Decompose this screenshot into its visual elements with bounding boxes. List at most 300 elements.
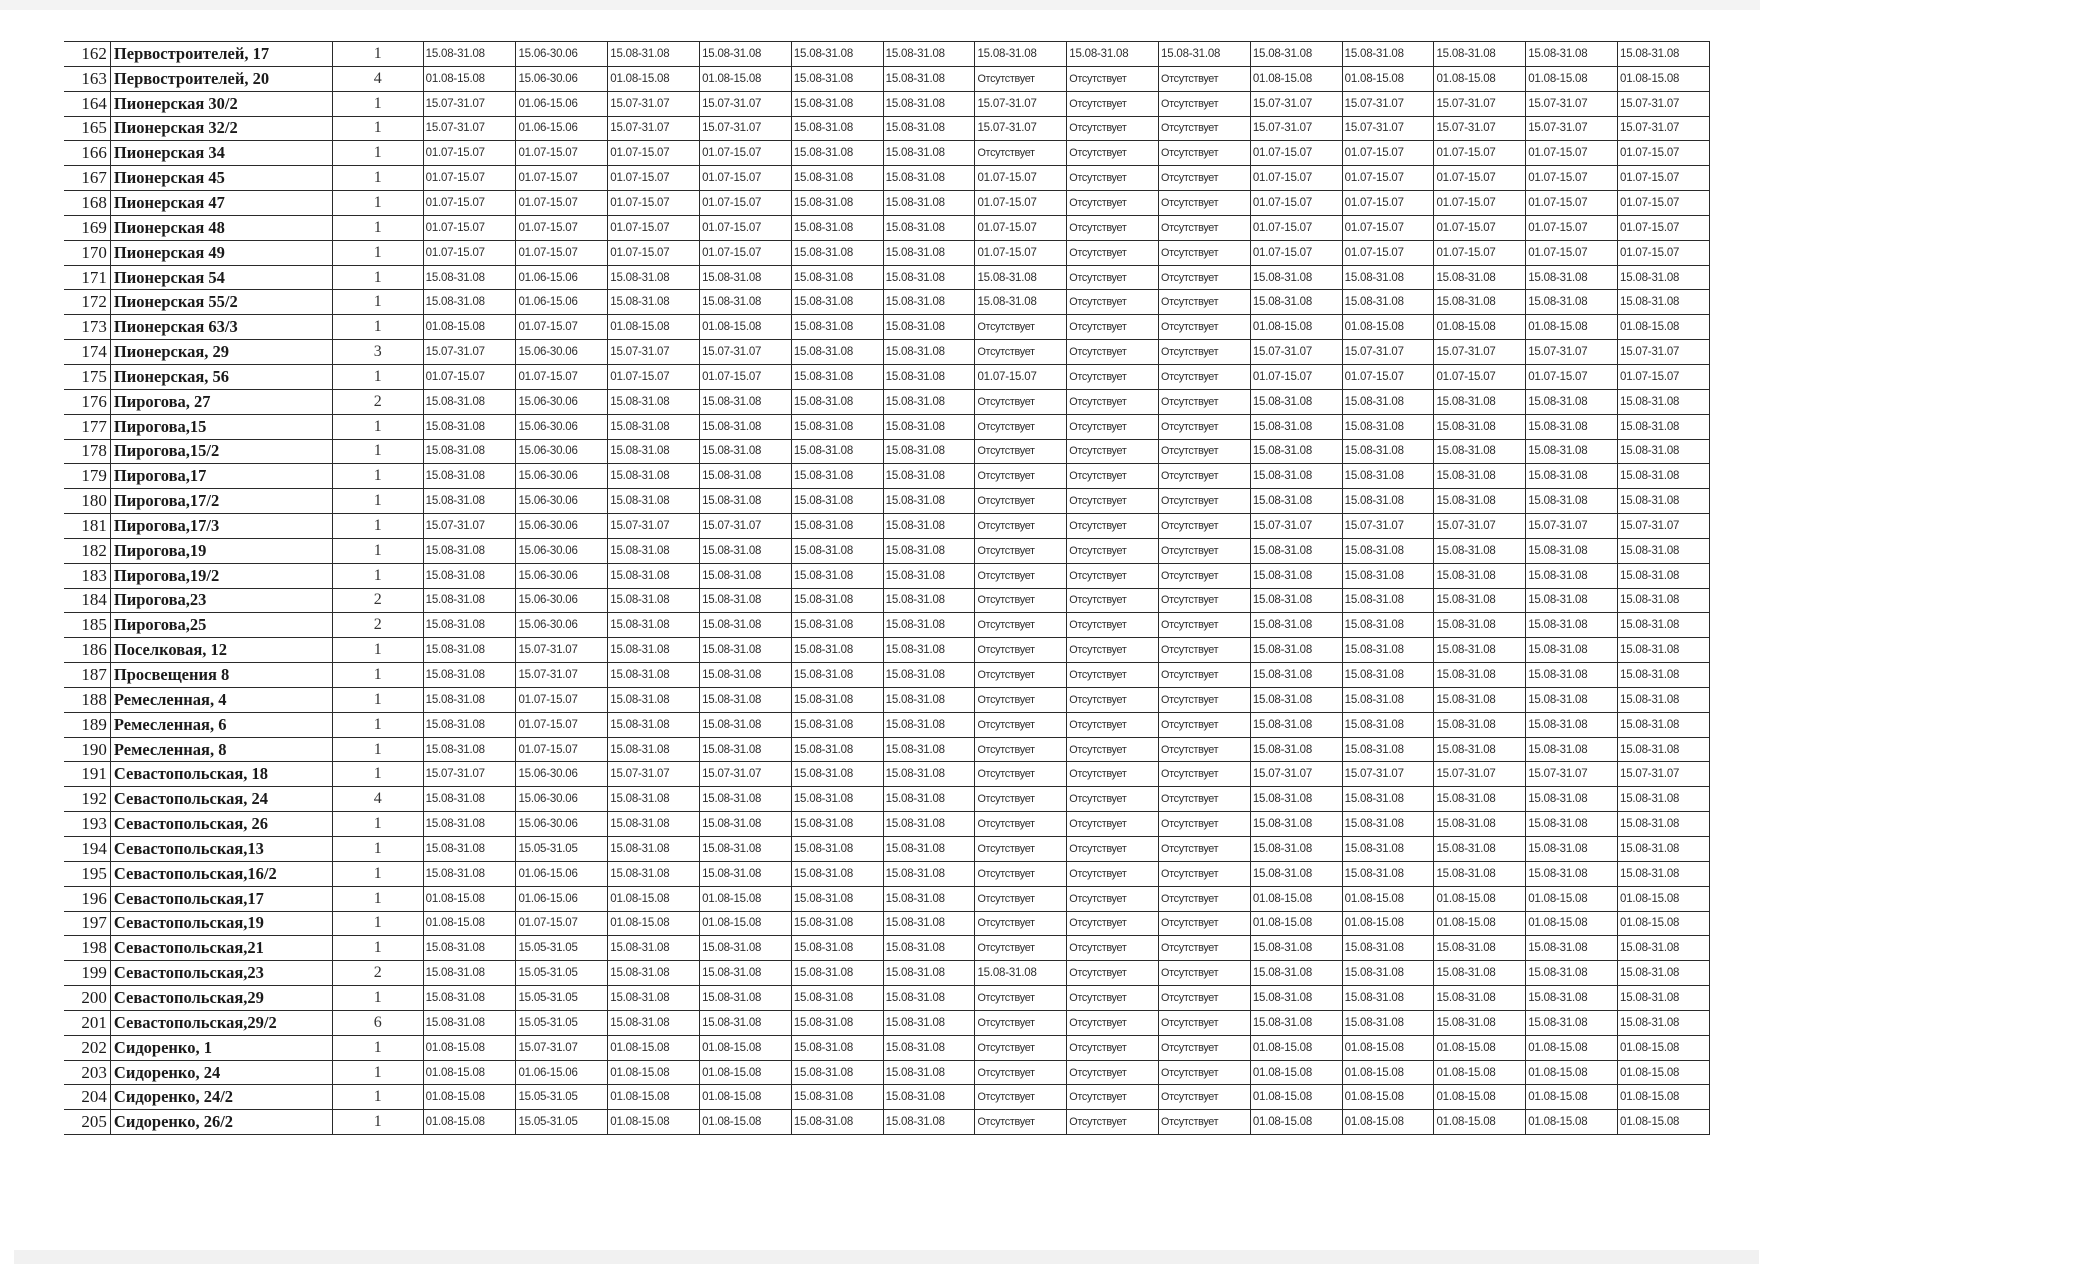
period-cell: 15.08-31.08 bbox=[791, 514, 883, 539]
period-cell: 01.08-15.08 bbox=[608, 1035, 700, 1060]
period-cell: Отсутствует bbox=[975, 315, 1067, 340]
row-number: 179 bbox=[64, 464, 110, 489]
period-cell: 15.08-31.08 bbox=[1250, 464, 1342, 489]
period-cell: 15.08-31.08 bbox=[608, 588, 700, 613]
period-cell: 01.07-15.07 bbox=[1342, 215, 1434, 240]
period-cell: 15.08-31.08 bbox=[883, 588, 975, 613]
quantity-cell: 1 bbox=[332, 215, 423, 240]
quantity-cell: 1 bbox=[332, 861, 423, 886]
row-number: 201 bbox=[64, 1010, 110, 1035]
row-number: 187 bbox=[64, 663, 110, 688]
period-cell: 15.08-31.08 bbox=[1067, 42, 1159, 67]
period-cell: 15.08-31.08 bbox=[883, 66, 975, 91]
period-cell: 15.08-31.08 bbox=[791, 961, 883, 986]
row-number: 197 bbox=[64, 911, 110, 936]
period-cell: 15.07-31.07 bbox=[1618, 340, 1710, 365]
period-cell: 15.08-31.08 bbox=[883, 812, 975, 837]
period-cell: 15.08-31.08 bbox=[791, 191, 883, 216]
period-cell: 15.08-31.08 bbox=[791, 1110, 883, 1135]
period-cell: 15.07-31.07 bbox=[1526, 340, 1618, 365]
period-cell: Отсутствует bbox=[1159, 91, 1251, 116]
row-number: 178 bbox=[64, 439, 110, 464]
period-cell: 15.08-31.08 bbox=[1250, 489, 1342, 514]
period-cell: 15.08-31.08 bbox=[1342, 837, 1434, 862]
row-number: 186 bbox=[64, 638, 110, 663]
period-cell: Отсутствует bbox=[975, 1010, 1067, 1035]
address-cell: Пирогова,23 bbox=[110, 588, 332, 613]
address-cell: Севастопольская,29/2 bbox=[110, 1010, 332, 1035]
period-cell: 15.07-31.07 bbox=[516, 638, 608, 663]
period-cell: 15.08-31.08 bbox=[1342, 389, 1434, 414]
period-cell: 01.08-15.08 bbox=[1342, 1060, 1434, 1085]
period-cell: 01.07-15.07 bbox=[423, 215, 516, 240]
period-cell: 01.07-15.07 bbox=[516, 315, 608, 340]
period-cell: 15.08-31.08 bbox=[883, 116, 975, 141]
period-cell: 15.08-31.08 bbox=[1342, 861, 1434, 886]
period-cell: 15.08-31.08 bbox=[423, 861, 516, 886]
period-cell: 15.08-31.08 bbox=[423, 414, 516, 439]
period-cell: 15.08-31.08 bbox=[883, 861, 975, 886]
period-cell: 15.08-31.08 bbox=[423, 986, 516, 1011]
period-cell: Отсутствует bbox=[1159, 1085, 1251, 1110]
period-cell: 15.08-31.08 bbox=[1434, 663, 1526, 688]
period-cell: 15.08-31.08 bbox=[608, 538, 700, 563]
period-cell: 15.08-31.08 bbox=[1250, 414, 1342, 439]
period-cell: Отсутствует bbox=[1067, 1110, 1159, 1135]
period-cell: 15.06-30.06 bbox=[516, 588, 608, 613]
period-cell: 15.08-31.08 bbox=[883, 1010, 975, 1035]
period-cell: Отсутствует bbox=[975, 787, 1067, 812]
period-cell: 15.07-31.07 bbox=[975, 116, 1067, 141]
period-cell: 01.08-15.08 bbox=[1434, 1035, 1526, 1060]
period-cell: 15.08-31.08 bbox=[791, 787, 883, 812]
address-cell: Севастопольская,13 bbox=[110, 837, 332, 862]
period-cell: Отсутствует bbox=[975, 886, 1067, 911]
address-cell: Пионерская 32/2 bbox=[110, 116, 332, 141]
period-cell: 15.08-31.08 bbox=[883, 1110, 975, 1135]
row-number: 195 bbox=[64, 861, 110, 886]
period-cell: 15.08-31.08 bbox=[883, 514, 975, 539]
period-cell: Отсутствует bbox=[1159, 464, 1251, 489]
address-cell: Пирогова, 27 bbox=[110, 389, 332, 414]
period-cell: 15.08-31.08 bbox=[423, 563, 516, 588]
period-cell: 01.08-15.08 bbox=[1342, 1085, 1434, 1110]
period-cell: 15.08-31.08 bbox=[1526, 1010, 1618, 1035]
period-cell: 15.08-31.08 bbox=[883, 414, 975, 439]
period-cell: 01.08-15.08 bbox=[608, 1085, 700, 1110]
quantity-cell: 1 bbox=[332, 1110, 423, 1135]
period-cell: 15.08-31.08 bbox=[1250, 861, 1342, 886]
period-cell: 01.07-15.07 bbox=[975, 191, 1067, 216]
row-number: 182 bbox=[64, 538, 110, 563]
period-cell: 01.08-15.08 bbox=[1618, 886, 1710, 911]
period-cell: 01.06-15.06 bbox=[516, 265, 608, 290]
period-cell: 15.07-31.07 bbox=[1618, 514, 1710, 539]
period-cell: 01.06-15.06 bbox=[516, 116, 608, 141]
row-number: 169 bbox=[64, 215, 110, 240]
period-cell: Отсутствует bbox=[975, 986, 1067, 1011]
period-cell: 15.08-31.08 bbox=[1250, 563, 1342, 588]
period-cell: 01.08-15.08 bbox=[1434, 1060, 1526, 1085]
address-cell: Пионерская 55/2 bbox=[110, 290, 332, 315]
period-cell: 15.08-31.08 bbox=[1250, 986, 1342, 1011]
row-number: 185 bbox=[64, 613, 110, 638]
quantity-cell: 1 bbox=[332, 315, 423, 340]
period-cell: 15.07-31.07 bbox=[1250, 514, 1342, 539]
period-cell: 15.08-31.08 bbox=[883, 837, 975, 862]
period-cell: 15.08-31.08 bbox=[883, 886, 975, 911]
period-cell: 15.08-31.08 bbox=[791, 265, 883, 290]
period-cell: 01.07-15.07 bbox=[608, 364, 700, 389]
period-cell: 15.07-31.07 bbox=[700, 340, 792, 365]
quantity-cell: 1 bbox=[332, 986, 423, 1011]
period-cell: 15.08-31.08 bbox=[791, 215, 883, 240]
period-cell: Отсутствует bbox=[1067, 837, 1159, 862]
table-row bbox=[64, 911, 1710, 936]
period-cell: 15.08-31.08 bbox=[883, 687, 975, 712]
period-cell: 15.07-31.07 bbox=[1526, 514, 1618, 539]
period-cell: Отсутствует bbox=[1067, 91, 1159, 116]
period-cell: 15.08-31.08 bbox=[791, 1085, 883, 1110]
table-row bbox=[64, 1110, 1710, 1135]
address-cell: Ремесленная, 6 bbox=[110, 712, 332, 737]
period-cell: 01.07-15.07 bbox=[700, 240, 792, 265]
period-cell: 15.06-30.06 bbox=[516, 538, 608, 563]
period-cell: 01.08-15.08 bbox=[423, 911, 516, 936]
period-cell: 15.08-31.08 bbox=[1434, 563, 1526, 588]
period-cell: 15.07-31.07 bbox=[1434, 762, 1526, 787]
period-cell: Отсутствует bbox=[1067, 364, 1159, 389]
period-cell: 15.08-31.08 bbox=[608, 936, 700, 961]
period-cell: Отсутствует bbox=[1067, 687, 1159, 712]
period-cell: 15.08-31.08 bbox=[883, 1085, 975, 1110]
period-cell: 01.08-15.08 bbox=[423, 1085, 516, 1110]
table-row bbox=[64, 986, 1710, 1011]
period-cell: 15.08-31.08 bbox=[1618, 290, 1710, 315]
period-cell: 15.08-31.08 bbox=[883, 737, 975, 762]
period-cell: 15.08-31.08 bbox=[700, 812, 792, 837]
period-cell: 15.08-31.08 bbox=[883, 42, 975, 67]
period-cell: Отсутствует bbox=[975, 837, 1067, 862]
period-cell: 01.08-15.08 bbox=[608, 1060, 700, 1085]
schedule-rows bbox=[64, 42, 1710, 1135]
period-cell: 15.08-31.08 bbox=[1618, 787, 1710, 812]
period-cell: 15.08-31.08 bbox=[1618, 588, 1710, 613]
period-cell: 15.08-31.08 bbox=[700, 439, 792, 464]
period-cell: 15.08-31.08 bbox=[883, 986, 975, 1011]
period-cell: 15.08-31.08 bbox=[883, 215, 975, 240]
period-cell: 15.08-31.08 bbox=[1526, 588, 1618, 613]
period-cell: Отсутствует bbox=[1159, 265, 1251, 290]
period-cell: 15.08-31.08 bbox=[423, 936, 516, 961]
period-cell: 01.07-15.07 bbox=[1434, 364, 1526, 389]
period-cell: Отсутствует bbox=[1159, 514, 1251, 539]
period-cell: Отсутствует bbox=[975, 340, 1067, 365]
period-cell: 15.06-30.06 bbox=[516, 489, 608, 514]
period-cell: 15.07-31.07 bbox=[608, 762, 700, 787]
period-cell: Отсутствует bbox=[975, 613, 1067, 638]
period-cell: 15.08-31.08 bbox=[700, 538, 792, 563]
period-cell: 01.07-15.07 bbox=[516, 240, 608, 265]
period-cell: 01.07-15.07 bbox=[1250, 364, 1342, 389]
period-cell: 15.08-31.08 bbox=[1434, 538, 1526, 563]
period-cell: 15.08-31.08 bbox=[1342, 712, 1434, 737]
period-cell: 01.08-15.08 bbox=[1250, 1060, 1342, 1085]
quantity-cell: 2 bbox=[332, 961, 423, 986]
period-cell: 15.08-31.08 bbox=[883, 538, 975, 563]
period-cell: Отсутствует bbox=[1067, 638, 1159, 663]
table-row bbox=[64, 141, 1710, 166]
period-cell: 15.08-31.08 bbox=[1526, 986, 1618, 1011]
period-cell: 01.06-15.06 bbox=[516, 886, 608, 911]
period-cell: 15.08-31.08 bbox=[1250, 812, 1342, 837]
period-cell: 15.06-30.06 bbox=[516, 812, 608, 837]
period-cell: 01.06-15.06 bbox=[516, 91, 608, 116]
schedule-table bbox=[64, 41, 1710, 1135]
period-cell: 01.07-15.07 bbox=[700, 166, 792, 191]
period-cell: Отсутствует bbox=[1067, 439, 1159, 464]
period-cell: 15.08-31.08 bbox=[1434, 986, 1526, 1011]
period-cell: 15.08-31.08 bbox=[1526, 538, 1618, 563]
period-cell: 15.08-31.08 bbox=[1434, 265, 1526, 290]
period-cell: 15.06-30.06 bbox=[516, 613, 608, 638]
address-cell: Севастопольская,17 bbox=[110, 886, 332, 911]
row-number: 168 bbox=[64, 191, 110, 216]
period-cell: 15.08-31.08 bbox=[700, 1010, 792, 1035]
period-cell: 01.07-15.07 bbox=[516, 911, 608, 936]
period-cell: 15.08-31.08 bbox=[700, 638, 792, 663]
period-cell: 15.08-31.08 bbox=[608, 837, 700, 862]
period-cell: 15.08-31.08 bbox=[423, 1010, 516, 1035]
row-number: 181 bbox=[64, 514, 110, 539]
period-cell: 15.08-31.08 bbox=[608, 439, 700, 464]
address-cell: Пионерская 48 bbox=[110, 215, 332, 240]
period-cell: 01.07-15.07 bbox=[608, 240, 700, 265]
period-cell: Отсутствует bbox=[1067, 613, 1159, 638]
period-cell: 15.08-31.08 bbox=[423, 712, 516, 737]
period-cell: 01.08-15.08 bbox=[700, 886, 792, 911]
period-cell: 15.08-31.08 bbox=[700, 588, 792, 613]
period-cell: 01.08-15.08 bbox=[1526, 1060, 1618, 1085]
table-row bbox=[64, 613, 1710, 638]
quantity-cell: 2 bbox=[332, 389, 423, 414]
address-cell: Пионерская 47 bbox=[110, 191, 332, 216]
period-cell: Отсутствует bbox=[1159, 986, 1251, 1011]
period-cell: 15.08-31.08 bbox=[1526, 290, 1618, 315]
address-cell: Просвещения 8 bbox=[110, 663, 332, 688]
period-cell: 15.07-31.07 bbox=[975, 91, 1067, 116]
period-cell: Отсутствует bbox=[1159, 762, 1251, 787]
period-cell: 15.08-31.08 bbox=[423, 538, 516, 563]
period-cell: 15.08-31.08 bbox=[1434, 787, 1526, 812]
period-cell: 01.08-15.08 bbox=[1250, 315, 1342, 340]
period-cell: 15.08-31.08 bbox=[423, 638, 516, 663]
period-cell: 01.07-15.07 bbox=[1434, 141, 1526, 166]
period-cell: Отсутствует bbox=[1067, 1010, 1159, 1035]
period-cell: 15.06-30.06 bbox=[516, 439, 608, 464]
period-cell: Отсутствует bbox=[975, 737, 1067, 762]
period-cell: 15.08-31.08 bbox=[791, 166, 883, 191]
period-cell: 15.05-31.05 bbox=[516, 1085, 608, 1110]
period-cell: 15.08-31.08 bbox=[608, 489, 700, 514]
period-cell: 01.07-15.07 bbox=[975, 215, 1067, 240]
period-cell: Отсутствует bbox=[1067, 787, 1159, 812]
period-cell: 01.08-15.08 bbox=[423, 66, 516, 91]
period-cell: 15.08-31.08 bbox=[883, 340, 975, 365]
address-cell: Ремесленная, 4 bbox=[110, 687, 332, 712]
period-cell: 15.08-31.08 bbox=[1618, 414, 1710, 439]
period-cell: Отсутствует bbox=[975, 389, 1067, 414]
row-number: 165 bbox=[64, 116, 110, 141]
period-cell: 01.07-15.07 bbox=[1250, 166, 1342, 191]
period-cell: 15.08-31.08 bbox=[1618, 663, 1710, 688]
table-row bbox=[64, 42, 1710, 67]
table-row bbox=[64, 663, 1710, 688]
period-cell: 15.08-31.08 bbox=[1434, 613, 1526, 638]
period-cell: 01.08-15.08 bbox=[608, 1110, 700, 1135]
period-cell: Отсутствует bbox=[1159, 414, 1251, 439]
quantity-cell: 1 bbox=[332, 663, 423, 688]
period-cell: 15.08-31.08 bbox=[1618, 265, 1710, 290]
period-cell: 15.07-31.07 bbox=[1342, 340, 1434, 365]
period-cell: 15.07-31.07 bbox=[516, 663, 608, 688]
period-cell: 15.08-31.08 bbox=[1618, 737, 1710, 762]
table-row bbox=[64, 1010, 1710, 1035]
period-cell: 01.07-15.07 bbox=[1618, 166, 1710, 191]
period-cell: 15.08-31.08 bbox=[1342, 588, 1434, 613]
quantity-cell: 6 bbox=[332, 1010, 423, 1035]
period-cell: 01.08-15.08 bbox=[423, 315, 516, 340]
period-cell: 01.07-15.07 bbox=[1618, 364, 1710, 389]
period-cell: 01.06-15.06 bbox=[516, 861, 608, 886]
period-cell: 15.08-31.08 bbox=[1342, 787, 1434, 812]
table-row bbox=[64, 191, 1710, 216]
period-cell: Отсутствует bbox=[1159, 812, 1251, 837]
period-cell: 01.07-15.07 bbox=[516, 215, 608, 240]
period-cell: 15.08-31.08 bbox=[700, 389, 792, 414]
period-cell: 01.08-15.08 bbox=[700, 1085, 792, 1110]
period-cell: 01.07-15.07 bbox=[1250, 215, 1342, 240]
period-cell: 15.07-31.07 bbox=[516, 1035, 608, 1060]
period-cell: 15.08-31.08 bbox=[791, 1010, 883, 1035]
period-cell: Отсутствует bbox=[1159, 886, 1251, 911]
period-cell: 01.08-15.08 bbox=[1342, 911, 1434, 936]
row-number: 174 bbox=[64, 340, 110, 365]
period-cell: 15.08-31.08 bbox=[1250, 613, 1342, 638]
period-cell: 15.08-31.08 bbox=[883, 489, 975, 514]
period-cell: 15.08-31.08 bbox=[1526, 414, 1618, 439]
period-cell: 15.06-30.06 bbox=[516, 762, 608, 787]
period-cell: 15.08-31.08 bbox=[1434, 961, 1526, 986]
address-cell: Пионерская 49 bbox=[110, 240, 332, 265]
address-cell: Сидоренко, 24/2 bbox=[110, 1085, 332, 1110]
period-cell: 15.08-31.08 bbox=[1250, 961, 1342, 986]
period-cell: 15.08-31.08 bbox=[700, 265, 792, 290]
period-cell: 15.08-31.08 bbox=[423, 290, 516, 315]
period-cell: Отсутствует bbox=[1159, 315, 1251, 340]
quantity-cell: 1 bbox=[332, 687, 423, 712]
period-cell: 15.08-31.08 bbox=[700, 837, 792, 862]
period-cell: 01.07-15.07 bbox=[423, 191, 516, 216]
period-cell: Отсутствует bbox=[1067, 340, 1159, 365]
period-cell: 15.08-31.08 bbox=[423, 787, 516, 812]
period-cell: 15.08-31.08 bbox=[1434, 414, 1526, 439]
period-cell: 15.08-31.08 bbox=[1526, 613, 1618, 638]
period-cell: 15.05-31.05 bbox=[516, 986, 608, 1011]
period-cell: 15.08-31.08 bbox=[1250, 663, 1342, 688]
quantity-cell: 1 bbox=[332, 290, 423, 315]
period-cell: 15.08-31.08 bbox=[1342, 812, 1434, 837]
period-cell: 15.08-31.08 bbox=[791, 1035, 883, 1060]
period-cell: Отсутствует bbox=[975, 514, 1067, 539]
period-cell: 15.08-31.08 bbox=[1342, 986, 1434, 1011]
period-cell: 01.07-15.07 bbox=[516, 364, 608, 389]
period-cell: 15.08-31.08 bbox=[608, 812, 700, 837]
period-cell: Отсутствует bbox=[1067, 762, 1159, 787]
row-number: 180 bbox=[64, 489, 110, 514]
address-cell: Пирогова,15 bbox=[110, 414, 332, 439]
period-cell: 01.08-15.08 bbox=[1526, 1035, 1618, 1060]
period-cell: 15.08-31.08 bbox=[1250, 290, 1342, 315]
period-cell: 15.08-31.08 bbox=[1342, 42, 1434, 67]
table-row bbox=[64, 538, 1710, 563]
period-cell: 01.07-15.07 bbox=[700, 215, 792, 240]
quantity-cell: 1 bbox=[332, 1035, 423, 1060]
period-cell: 01.07-15.07 bbox=[608, 215, 700, 240]
period-cell: 15.08-31.08 bbox=[608, 414, 700, 439]
period-cell: 15.08-31.08 bbox=[1618, 712, 1710, 737]
table-row bbox=[64, 265, 1710, 290]
row-number: 163 bbox=[64, 66, 110, 91]
row-number: 162 bbox=[64, 42, 110, 67]
quantity-cell: 1 bbox=[332, 812, 423, 837]
address-cell: Пионерская 54 bbox=[110, 265, 332, 290]
table-row bbox=[64, 588, 1710, 613]
period-cell: 15.08-31.08 bbox=[1250, 687, 1342, 712]
period-cell: Отсутствует bbox=[1067, 389, 1159, 414]
period-cell: 15.08-31.08 bbox=[975, 265, 1067, 290]
period-cell: 15.08-31.08 bbox=[608, 638, 700, 663]
period-cell: 15.08-31.08 bbox=[791, 141, 883, 166]
period-cell: 15.08-31.08 bbox=[791, 911, 883, 936]
period-cell: 01.08-15.08 bbox=[608, 315, 700, 340]
period-cell: 01.07-15.07 bbox=[1342, 166, 1434, 191]
row-number: 200 bbox=[64, 986, 110, 1011]
period-cell: 01.07-15.07 bbox=[1342, 191, 1434, 216]
table-row bbox=[64, 837, 1710, 862]
quantity-cell: 1 bbox=[332, 265, 423, 290]
period-cell: 01.08-15.08 bbox=[1250, 1035, 1342, 1060]
period-cell: 15.08-31.08 bbox=[1434, 812, 1526, 837]
period-cell: 15.08-31.08 bbox=[1618, 961, 1710, 986]
period-cell: 15.08-31.08 bbox=[1159, 42, 1251, 67]
row-number: 194 bbox=[64, 837, 110, 862]
period-cell: 01.08-15.08 bbox=[423, 1110, 516, 1135]
period-cell: 15.08-31.08 bbox=[608, 861, 700, 886]
quantity-cell: 1 bbox=[332, 737, 423, 762]
period-cell: 15.08-31.08 bbox=[791, 936, 883, 961]
period-cell: Отсутствует bbox=[1067, 116, 1159, 141]
period-cell: 01.07-15.07 bbox=[1526, 191, 1618, 216]
period-cell: Отсутствует bbox=[1067, 141, 1159, 166]
period-cell: 15.07-31.07 bbox=[1434, 116, 1526, 141]
period-cell: 01.08-15.08 bbox=[1618, 1035, 1710, 1060]
period-cell: 01.08-15.08 bbox=[1526, 886, 1618, 911]
period-cell: 01.07-15.07 bbox=[1618, 141, 1710, 166]
period-cell: 01.07-15.07 bbox=[975, 166, 1067, 191]
period-cell: 15.08-31.08 bbox=[883, 91, 975, 116]
period-cell: 15.06-30.06 bbox=[516, 563, 608, 588]
